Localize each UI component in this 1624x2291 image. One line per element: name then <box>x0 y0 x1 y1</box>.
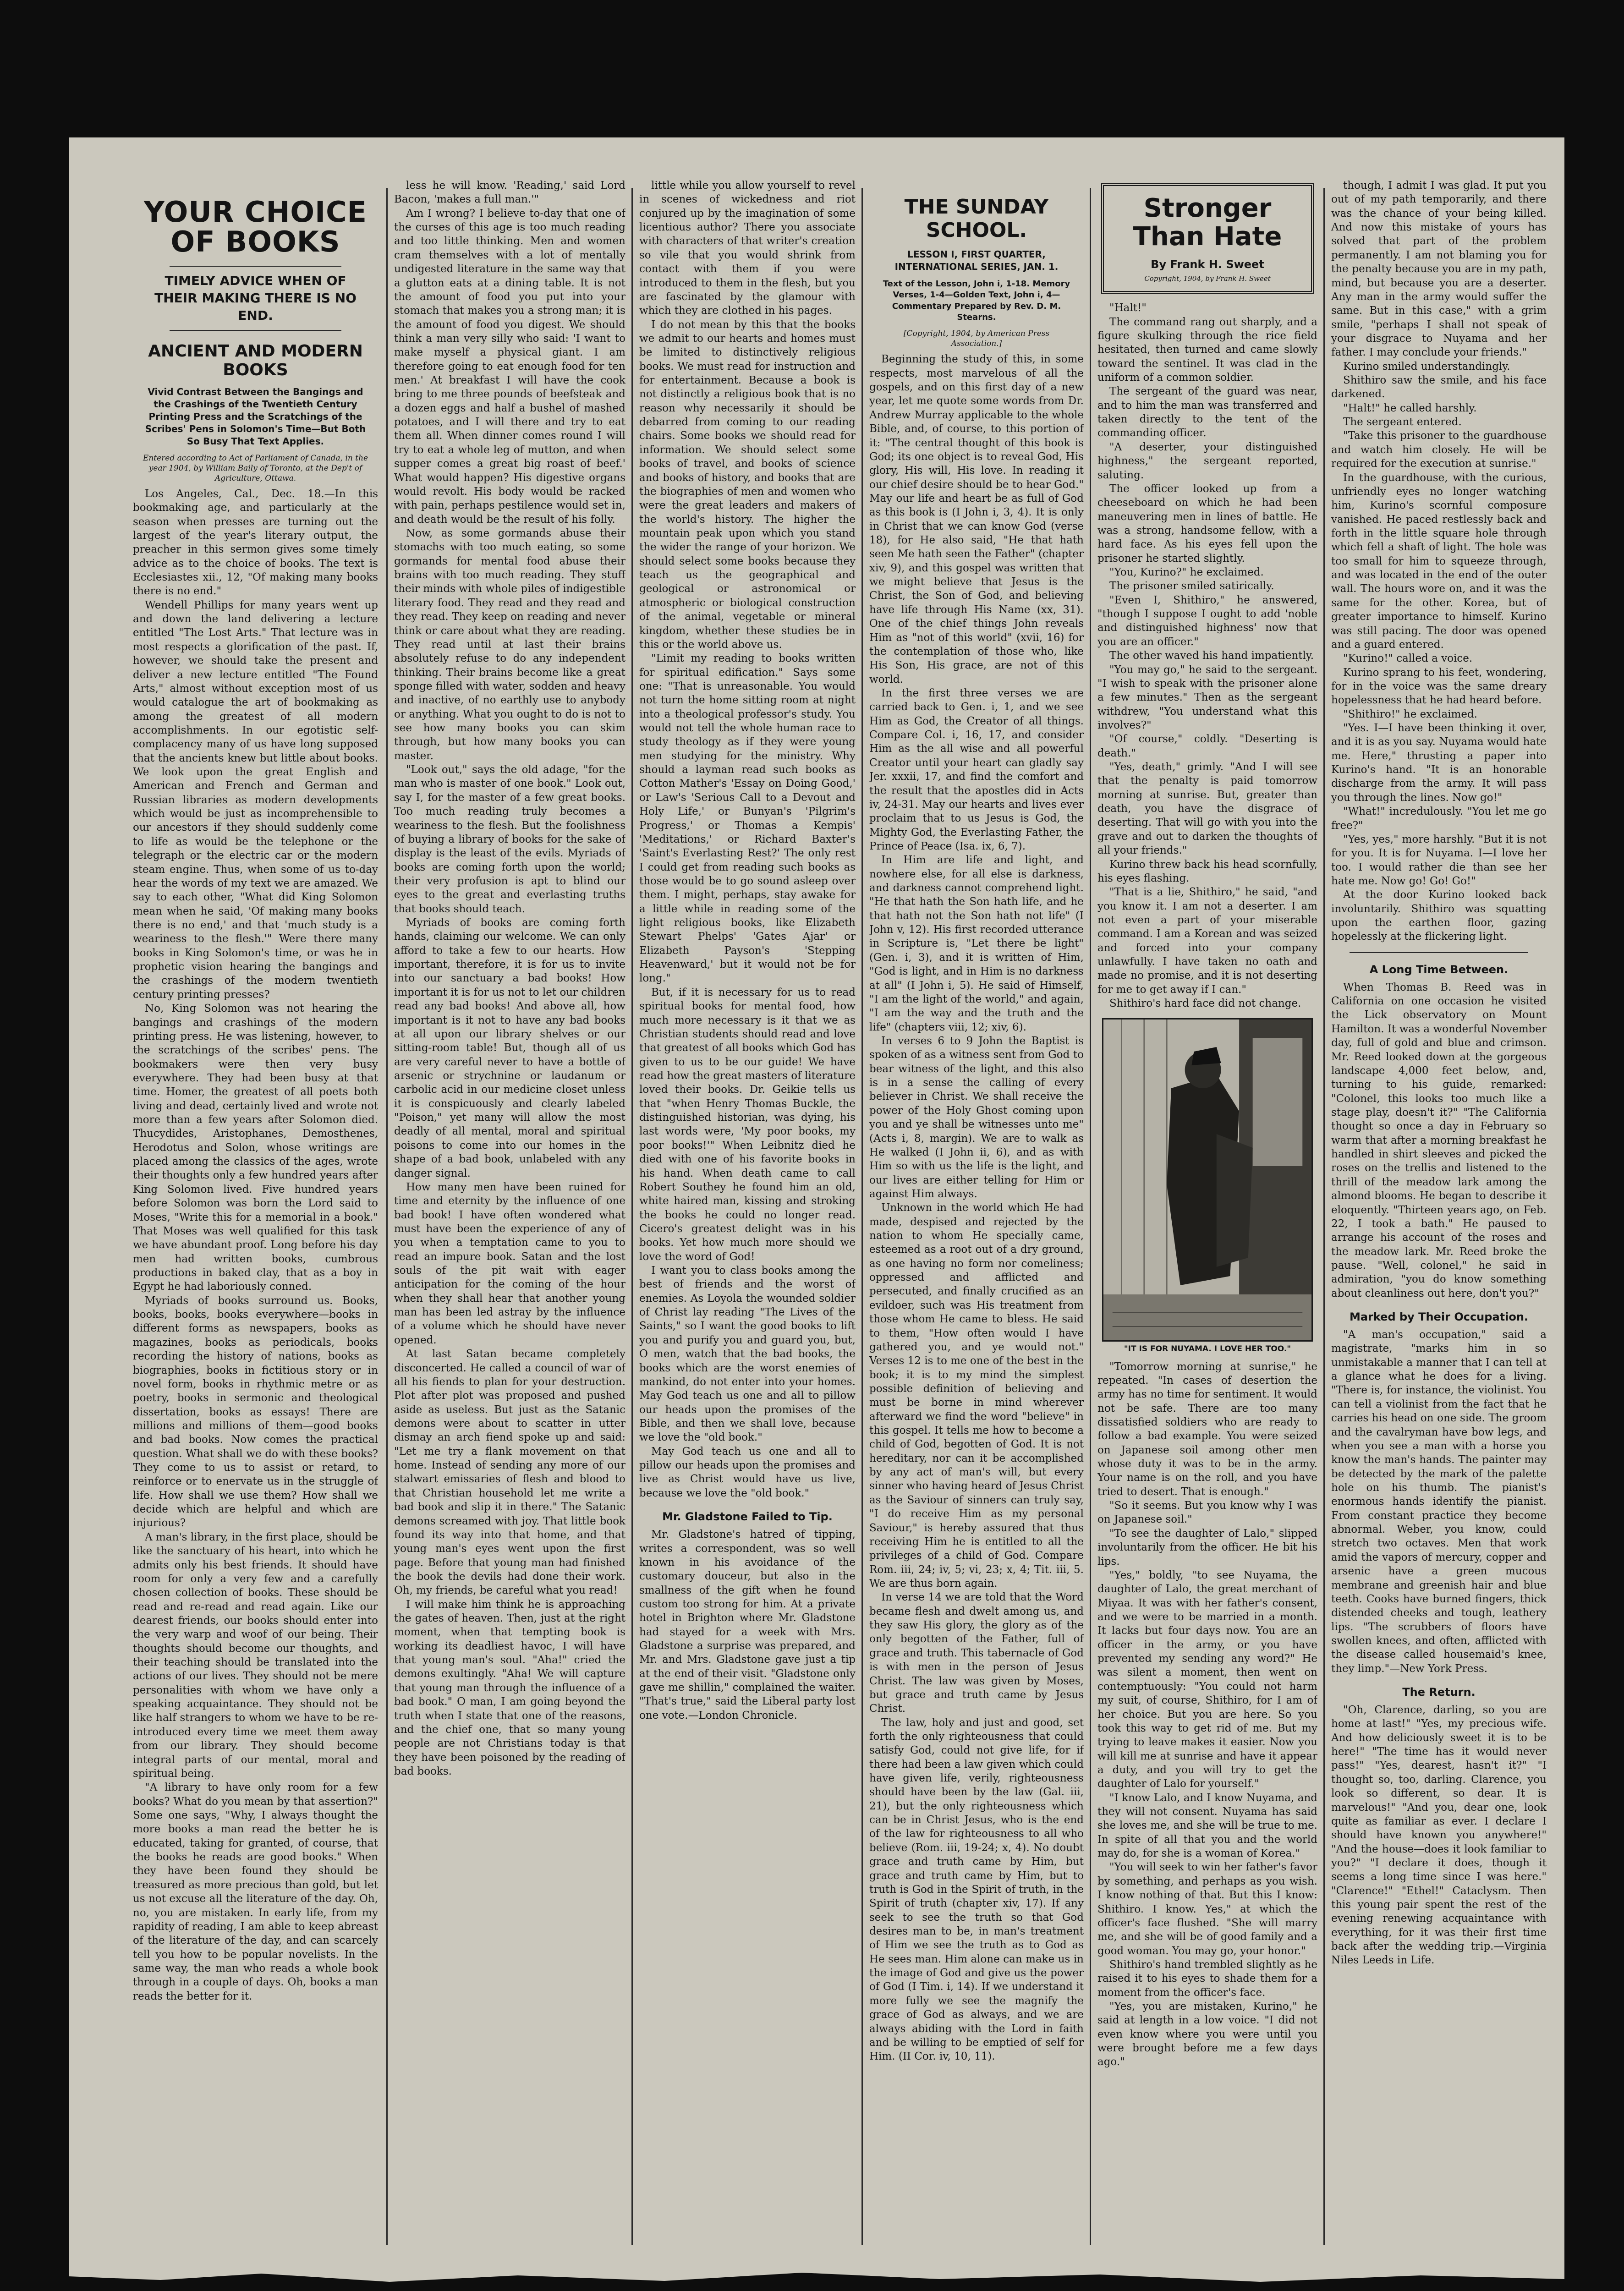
paragraph: "Tomorrow morning at sunrise," he repeated. "In cases of desertion the army has no time for sentiment. It would not be safe. There are too many dissatisfied soldiers who are ready to follow a bad example. You were seized on Japanese soil among other men whose duty it was to be in the army. Your name is on the roll, and you have tried to desert. That is enough." <box>1097 1360 1317 1498</box>
paragraph: Beginning the study of this, in some respects, most marvelous of all the gospels, and on this first day of a new year, let me quote some words from Dr. Andrew Murray applicable to the whole Bible, and, of course, to this portion of it: "The central thought of this book is God; its one object is to reveal God, His glory, His will, His love. In reading it our chief desire should be to hear God." May our life and heart be as full of God as this book is (I John i, 3, 4). It is only in Christ that we can know God (verse 18), for He also said, "He that hath seen Me hath seen the Father" (chapter xiv, 9), and this gospel was written that we might believe that Jesus is the Christ, the Son of God, and believing have life through His Name (xx, 31). One of the chief things John reveals Him as "not of this world" (xvii, 16) for the contemplation of those who, like His Son, His grace, are not of this world. <box>869 353 1084 685</box>
paragraph: The sergeant of the guard was near, and to him the man was transferred and taken directly to the tent of the commanding officer. <box>1097 385 1317 439</box>
paragraph: "Of course," coldly. "Deserting is death." <box>1097 733 1317 759</box>
paragraph: The prisoner smiled satirically. <box>1109 580 1274 592</box>
item-headline: Marked by Their Occupation. <box>1349 1310 1529 1324</box>
paragraph: In the first three verses we are carried back to Gen. i, 1, and we see Him as God, the Creator of all things. Compare Col. i, 16, 17, and consider Him as the all wise and all powerful Creator until your heart can gladly say Jer. xxxii, 17, and find the comfort and the result that the apostles did in Acts iv, 24-31. May our hearts and lives ever proclaim that to us Jesus is God, the Mighty God, the Everlasting Father, the Prince of Peace (Isa. ix, 6, 7). <box>869 687 1084 852</box>
column-1 <box>133 179 378 2254</box>
paragraph: The command rang out sharply, and a figure skulking through the rice field hesitated, then turned and came slowly toward the sentinel. It was clad in the uniform of a common soldier. <box>1097 316 1317 384</box>
column-6 <box>1331 179 1547 2254</box>
column-3 <box>639 179 856 2254</box>
illustration-caption: "IT IS FOR NUYAMA. I LOVE HER TOO." <box>1124 1344 1291 1354</box>
paragraph: "Yes, death," grimly. "And I will see that the penalty is paid tomorrow morning at sunrise. But, greater than death, you have the disgrace of deserting. That will go with you into the grave and out to darken the thoughts of all your friends." <box>1097 761 1317 857</box>
paragraph: "You may go," he said to the sergeant. "I wish to speak with the prisoner alone a few minutes." Then as the sergeant withdrew, "You understand what this involves?" <box>1097 663 1317 731</box>
column-4 <box>869 179 1084 2254</box>
column-rule <box>861 188 863 2245</box>
paragraph: Mr. Gladstone's hatred of tipping, writes a correspondent, was so well known in his avoidance of the customary douceur, but also in the smallness of the gift when he found custom too strong for him. At a private hotel in Brighton where Mr. Gladstone had stayed for a week with Mrs. Gladstone a surprise was prepared, and Mr. and Mrs. Gladstone gave just a tip at the end of their visit. "Gladstone only gave me shillin," complained the waiter. "That's true," said the Liberal party lost one vote.—London Chronicle. <box>639 1529 856 1721</box>
paragraph: "Even I, Shithiro," he answered, "though I suppose I ought to add 'noble and distinguished highness' now that you are an officer." <box>1097 594 1317 648</box>
paragraph: I do not mean by this that the books we admit to our hearts and homes must be limited to distinctively religious books. We must read for instruction and for entertainment. Because a book is not distinctly a religious book that is no reason why necessarily it should be debarred from coming to our reading chairs. Some books we should read for information. We should select some books of travel, and books of science and books of history, and books that are the biographies of men and women who were the great leaders and makers of the world's history. The higher the mountain peak upon which you stand the wider the range of your horizon. We should select some books because they teach us the geographical and geological or astronomical or atmospheric or biological construction of the animal, vegetable or mineral kingdom, whether these studies be in this or the world above us. <box>639 318 856 651</box>
paragraph: "You, Kurino?" he exclaimed. <box>1109 566 1264 579</box>
paragraph: How many men have been ruined for time and eternity by the influence of one bad book! I have often wondered what must have been the experience of any of you when a temptation came to you to read an impure book. Satan and the lost souls of the pit wait with eager anticipation for the coming of the hour when they shall hear that another young man has been led astray by the influence of a volume which he should have never opened. <box>394 1181 625 1346</box>
column-5 <box>1097 179 1317 2254</box>
paragraph: "A library to have only room for a few books? What do you mean by that assertion?" Some one says, "Why, I always thought the more books a man read the better he is educated, taking for granted, of course, that the books he reads are good books." When they have been found they should be treasured as more precious than gold, but let us not excuse all the literature of the day. Oh, no, you are mistaken. In early life, from my rapidity of reading, I am able to keep abreast of the literature of the day, and can scarcely tell you how to be popular novelists. In the same way, the man who reads a whole book through in a couple of days. Oh, books a man reads the better for it. <box>133 1781 378 2002</box>
paragraph: I will make him think he is approaching the gates of heaven. Then, just at the right moment, when that tempting book is working its deadliest havoc, I will have that young man's soul. "Aha!" cried the demons exultingly. "Aha! We will capture that young man through the influence of a bad book." O man, I am going beyond the truth when I state that one of the reasons, and the chief one, that so many young people are not Christians today is that they have been poisoned by the reading of bad books. <box>394 1598 625 1777</box>
paragraph: "So it seems. But you know why I was on Japanese soil." <box>1097 1500 1317 1526</box>
article-deck: TIMELY ADVICE WHEN OF THEIR MAKING THERE IS NO END. <box>154 273 357 323</box>
article-summary: Vivid Contrast Between the Bangings and the Crashings of the Twentieth Century Printing Press and the Scratchings of the Scribes' Pens in Solomon's Time—But Both So Busy That Text Applies. <box>145 386 366 447</box>
paragraph: May God teach us one and all to pillow our heads upon the promises and live as Christ would have us live, because we love the "old book." <box>639 1445 856 1499</box>
column-rule <box>1323 188 1325 2245</box>
story-title: Stronger Than Hate <box>1133 193 1282 252</box>
copyright-notice: Entered according to Act of Parliament of Canada, in the year 1904, by William Baily of Toronto, at the Dep't of Agriculture, Ottawa. <box>143 453 368 483</box>
torn-edge <box>69 2268 1564 2291</box>
story-byline: By Frank H. Sweet <box>1151 258 1264 271</box>
paragraph: less he will know. 'Reading,' said Lord Bacon, 'makes a full man.'" <box>394 180 625 206</box>
newspaper-page <box>69 137 1564 2291</box>
column-2 <box>394 179 625 2254</box>
paragraph: Shithiro saw the smile, and his face darkened. <box>1331 374 1547 400</box>
paragraph: Now, as some gormands abuse their stomachs with too much eating, so some gormands for mental food abuse their brains with too much reading. They stuff their minds with whole piles of indigestible literary food. They read and they read and they read. They keep on reading and never think or care about what they are reading. They read until at last their brains absolutely refuse to do any independent thinking. Their brains become like a great sponge filled with water, sodden and heavy and inactive, of no earthly use to anybody or anything. What you ought to do is not to see how many books you can skim through, but how many books you can master. <box>394 527 625 762</box>
paragraph: The law, holy and just and good, set forth the only righteousness that could satisfy God, could not give life, for if there had been a law given which could have given life, verily, righteousness should have been by the law (Gal. iii, 21), but the only righteousness which can be in Christ Jesus, who is the end of the law for righteousness to all who believe (Rom. iii, 19-24; x, 4). No doubt grace and truth came by Him, but grace and truth came by Him, but to truth is God in the Spirit of truth, in the Spirit of truth (chapter xiv, 17). If any seek to see the truth so that God desires man to be, in man's treatment of Him we see the truth as to God as He sees man. Him alone can make us in the image of God and give us the power of God (I Tim. i, 14). If we understand it more fully we see the magnify the grace of God as always, and we are always abiding with the Lord in faith and be willing to be emptied of self for Him. (II Cor. iv, 10, 11). <box>869 1716 1084 2063</box>
paragraph: Kurino threw back his head scornfully, his eyes flashing. <box>1097 858 1317 884</box>
copyright-notice: Copyright, 1904, by Frank H. Sweet <box>1144 274 1271 283</box>
paragraph: Shithiro's hard face did not change. <box>1109 998 1301 1010</box>
paragraph: The officer looked up from a cheeseboard on which he had been maneuvering men in lines of battle. He was a strong, handsome fellow, with a hard face. As his eyes fell upon the prisoner he started slightly. <box>1097 482 1317 565</box>
paragraph: though, I admit I was glad. It put you out of my path temporarily, and there was the chance of your being killed. And now this mistake of yours has solved that part of the problem permanently. I am not blaming you for the penalty because you are in my path, mind, but because you are a deserter. Any man in the army would suffer the same. But in this case," with a grim smile, "perhaps I shall not speak of your disgrace to Nuyama and her father. I may conclude your friends." <box>1331 180 1547 359</box>
paragraph: "I know Lalo, and I know Nuyama, and they will not consent. Nuyama has said she loves me, and she will be true to me. In spite of all that you and the world may do, for she is a woman of Korea." <box>1097 1792 1317 1860</box>
paragraph: "Limit my reading to books written for spiritual edification." Says some one: "That is unreasonable. You would not turn the home sitting room at night into a theological professor's study. You would not tell the whole human race to study theology as if they were young men studying for the ministry. Why should a layman read such books as Cotton Mather's 'Essay on Doing Good,' or Law's 'Serious Call to a Devout and Holy Life,' or Bunyan's 'Pilgrim's Progress,' or Thomas a Kempis' 'Meditations,' or Richard Baxter's 'Saint's Everlasting Rest?' The only rest I could get from reading such books as those would be to go sound asleep over them. I might, perhaps, stay awake for a little while in reading some of the light religious books, like Elizabeth Stewart Phelps' 'Gates Ajar' or Elizabeth Payson's 'Stepping Heavenward,' but it would not be for long." <box>639 652 856 985</box>
divider <box>170 266 341 267</box>
paragraph: In the guardhouse, with the curious, unfriendly eyes no longer watching him, Kurino's scornful composure vanished. He paced restlessly back and forth in the little square hole through which fell a shaft of light. The hole was too small for him to squeeze through, and was located in the end of the outer wall. The hours wore on, and it was the same for the other. Korea, but of greater importance to himself. Kurino was still pacing. The door was opened and a guard entered. <box>1331 471 1547 651</box>
paragraph: "A deserter, your distinguished highness," the sergeant reported, saluting. <box>1097 441 1317 481</box>
column-rule <box>1090 188 1091 2245</box>
paragraph: "Yes, you are mistaken, Kurino," he said at length in a low voice. "I did not even know where you were until you were brought before me a few days ago." <box>1097 2001 1317 2068</box>
paragraph: "That is a lie, Shithiro," he said, "and you know it. I am not a deserter. I am not even a part of your miserable command. I am a Korean and was seized and forced into your company unlawfully. I have taken no oath and made no promise, and it is not deserting for me to get away if I can." <box>1097 886 1317 996</box>
paragraph: Shithiro's hand trembled slightly as he raised it to his eyes to shade them for a moment from the officer's face. <box>1097 1958 1317 1999</box>
paragraph: little while you allow yourself to revel in scenes of wickedness and riot conjured up by the imagination of some licentious author? There you associate with characters of that writer's creation so vile that you would shrink from contact with them if you were introduced to them in the flesh, but you are fascinated by the glamour with which they are clothed in his pages. <box>639 180 856 317</box>
paragraph: "Yes," boldly, "to see Nuyama, the daughter of Lalo, the great merchant of Miyaa. It was with her father's consent, and we were to be married in a month. It lacks but four days now. You are an officer in the army, or you have prevented my sending any word?" He was silent a moment, then went on contemptuously: "You could not harm my suit, of course, Shithiro, for I am of her choice. But you are here. So you took this way to get rid of me. But my trying to leave makes it easier. Now you will kill me at sunrise and have it appear a duty, and you will try to get the daughter of Lalo for yourself." <box>1097 1569 1317 1790</box>
divider <box>170 330 341 331</box>
paragraph: "Kurino!" called a voice. <box>1343 652 1473 665</box>
paragraph: Myriads of books surround us. Books, books, books, books everywhere—books in different forms as newspapers, books as magazines, books as periodicals, books recording the history of nations, books as biographies, books in fictitious story or in novel form, books in rhythmic metre or as poetry, books in sermonic and theological dissertation, books as essays! There are millions and millions of them—good books and bad books. Now comes the practical question. What shall we do with these books? They come to us to assist or retard, to reinforce or to enervate us in the struggle of life. How shall we use them? How shall we decide which are helpful and which are injurious? <box>133 1294 378 1529</box>
paragraph: A man's library, in the first place, should be like the sanctuary of his heart, into which he admits only his best friends. It should have room for only a very few and a carefully chosen collection of books. These should be read and re-read and read again. Like our dearest friends, our books should enter into the very warp and woof of our being. Their thoughts should become our thoughts, and their teaching should be translated into the actions of our lives. They should not be mere personalities with whom we have only a speaking acquaintance. They should not be like half strangers to whom we have to be re-introduced every time we meet them away from our library. They should become integral parts of our mental, moral and spiritual being. <box>133 1531 378 1780</box>
paragraph: At last Satan became completely disconcerted. He called a council of war of all his fiends to plan for your destruction. Plot after plot was proposed and pushed aside as useless. But just as the Satanic demons were about to scatter in utter dismay an arch fiend spoke up and said: "Let me try a flank movement on that home. Instead of sending any more of our stalwart emissaries of flesh and blood to that Christian household let me write a bad book and slip it in there." The Satanic demons screamed with joy. That little book found its way into that home, and that young man's eyes went upon the first page. Before that young man had finished the book the devils had done their work. Oh, my friends, be careful what you read! <box>394 1348 625 1597</box>
paragraph: Kurino smiled understandingly. <box>1343 360 1510 373</box>
column-rule <box>386 188 388 2245</box>
section-headline: THE SUNDAY SCHOOL. <box>904 195 1049 242</box>
item-headline: A Long Time Between. <box>1369 963 1509 976</box>
copyright-notice: [Copyright, 1904, by American Press Association.] <box>903 329 1050 349</box>
paragraph: "Oh, Clarence, darling, so you are home at last!" "Yes, my precious wife. And how deliciously sweet it is to be here!" "The time has it would never pass!" "Yes, dearest, hasn't it?" "I thought so, too, darling. Clarence, you look so different, so dear. It is marvelous!" "And you, dear one, look quite as familiar as ever. I declare I should have known you anywhere!" "And the house—does it look familiar to you?" "I declare it does, though it seems a long time since I was here." "Clarence!" "Ethel!" Cataclysm. Then this young pair spent the rest of the evening renewing acquaintance with everything, for it was their first time back after the wedding trip.—Virginia Niles Leeds in Life. <box>1331 1704 1547 1967</box>
paragraph: In verse 14 we are told that the Word became flesh and dwelt among us, and they saw His glory, the glory as of the only begotten of the Father, full of grace and truth. This tabernacle of God is with men in the person of Jesus Christ. The law was given by Moses, but grace and truth came by Jesus Christ. <box>869 1591 1084 1715</box>
paragraph: "A man's occupation," said a magistrate, "marks him in so unmistakable a manner that I can tell at a glance what he does for a living. "There is, for instance, the violinist. You can tell a violinist from the fact that he carries his head on one side. The groom and the cavalryman have bow legs, and when you see a man with a horse you know the man's hands. The painter may be detected by the mark of the palette hole on his thumb. The pianist's enormous hands identify the pianist. From constant practice they become abnormal. Weber, you know, could stretch two octaves. Men that work amid the vapors of mercury, copper and arsenic have a green mucous membrane and greenish hair and blue teeth. Cooks have burned fingers, thick distended cheeks and tough, leathery lips. "The scrubbers of floors have swollen knees, and often, afflicted with the disease called housemaid's knee, they limp."—New York Press. <box>1331 1329 1547 1675</box>
paragraph: Myriads of books are coming forth hands, claiming our welcome. We can only afford to take a few to our hearts. How important, therefore, it is for us to invite into our sanctuary a bad books! How important it is for us not to let our children read any bad books! And above all, how important is it not to have any bad books at all upon our library shelves or our sitting-room table! But, though all of us are very careful never to have a bottle of arsenic or strychnine or laudanum or carbolic acid in our medicine closet unless it is conspicuously and clearly labeled "Poison," yet many will allow the most deadly of all mental, moral and spiritual poisons to come into our homes in the shape of a bad book, unlabeled with any danger signal. <box>394 917 625 1179</box>
paragraph: "What!" incredulously. "You let me go free?" <box>1331 806 1547 832</box>
column-rule <box>631 188 633 2245</box>
paragraph: "Yes, yes," more harshly. "But it is not for you. It is for Nuyama. I—I love her too. I would rather die than see her hate me. Now go! Go! Go!" <box>1331 833 1547 887</box>
article-headline: YOUR CHOICE OF BOOKS <box>143 195 368 259</box>
story-title-box <box>1101 183 1314 294</box>
paragraph: "To see the daughter of Lalo," slipped involuntarily from the officer. He bit his lips. <box>1097 1527 1317 1568</box>
paragraph: When Thomas B. Reed was in California on one occasion he visited the Lick observatory on Mount Hamilton. It was a wonderful November day, full of gold and blue and crimson. Mr. Reed looked down at the gorgeous landscape 4,000 feet below, and, turning to his guide, remarked: "Colonel, this looks too much like a stage play, doesn't it?" "The California thought so once a day in February so warm that after a morning breakfast he handled in shirt sleeves and picked the roses on the trellis and listened to the thrill of the meadow lark among the almond blooms. He began to describe it eloquently. "Thirteen years ago, on Feb. 22, I took a bath." He paused to arrange his account of the roses and the meadow lark. Mr. Reed broke the pause. "Well, colonel," he said in admiration, "you do know something about cleanliness out here, don't you?" <box>1331 981 1547 1299</box>
paragraph: "You will seek to win her father's favor by something, and perhaps as you wish. I know nothing of that. But this I know: Shithiro. I know. Yes," at which the officer's face flushed. "She will marry me, and she will be of good family and a good woman. You may go, your honor." <box>1097 1861 1317 1957</box>
lesson-text-note: Text of the Lesson, John i, 1-18. Memory Verses, 1-4—Golden Text, John i, 4—Commentary Prepared by Rev. D. M. Stearns. <box>883 279 1070 322</box>
item-headline: Mr. Gladstone Failed to Tip. <box>662 1510 833 1524</box>
paragraph: The sergeant entered. <box>1343 416 1462 428</box>
story-illustration <box>1102 1018 1313 1342</box>
paragraph: "Take this prisoner to the guardhouse and watch him closely. He will be required for the execution at sunrise." <box>1331 430 1547 470</box>
paragraph: In verses 6 to 9 John the Baptist is spoken of as a witness sent from God to bear witness of the light, and this also is in a sense the calling of every believer in Christ. We shall receive the power of the Holy Ghost coming upon you and ye shall be witnesses unto me" (Acts i, 8, margin). We are to walk as He walked (I John ii, 6), and as with Him so with us the life is the light, and our lives are either telling for Him or against Him always. <box>869 1035 1084 1200</box>
paragraph: At the door Kurino looked back involuntarily. Shithiro was squatting upon the earthen floor, gazing hopelessly at the flickering light. <box>1331 889 1547 943</box>
paragraph: Kurino sprang to his feet, wondering, for in the voice was the same dreary hopelessness that he had heard before. <box>1331 666 1547 707</box>
paragraph: In Him are life and light, and nowhere else, for all else is darkness, and darkness cannot comprehend light. "He that hath the Son hath life, and he that hath not the Son hath not life" (I John v, 12). His first recorded utterance in Scripture is, "Let there be light" (Gen. i, 3), and it is written of Him, "God is light, and in Him is no darkness at all" (I John i, 5). He said of Himself, "I am the light of the world," and again, "I am the way and the truth and the life" (chapters viii, 12; xiv, 6). <box>869 854 1084 1033</box>
paragraph: No, King Solomon was not hearing the bangings and crashings of the modern printing press. He was listening, however, to the scratchings of the scribes' pens. The bookmakers were then very busy everywhere. They had been busy at that time. Homer, the greatest of all poets both living and dead, certainly lived and wrote not more than a few years after Solomon died. Thucydides, Aristophanes, Demosthenes, Herodotus and Solon, whose writings are placed among the classics of the ages, wrote their thoughts only a few hundred years after King Solomon lived. Five hundred years before Solomon was born the Lord said to Moses, "Write this for a memorial in a book." That Moses was well qualified for this task we have abundant proof. Long before his day men had written books, cumbrous productions in baked clay, that as a boy in Egypt he had laboriously conned. <box>133 1003 378 1293</box>
divider <box>1350 952 1528 953</box>
article-subheadline: ANCIENT AND MODERN BOOKS <box>148 341 363 379</box>
paragraph: The other waved his hand impatiently. <box>1109 650 1314 662</box>
paragraph: "Halt!" he called harshly. <box>1343 402 1477 414</box>
paragraph: Unknown in the world which He had made, despised and rejected by the nation to whom He specially came, esteemed as a root out of a dry ground, as one having no form nor comeliness; oppressed and afflicted and persecuted, and finally crucified as an evildoer, such was His treatment from those whom He came to bless. He said to them, "How often would I have gathered you, and ye would not." Verses 12 is to me one of the best in the book; it is to my mind the simplest possible definition of believing and must be borne in mind wherever afterward we find the word "believe" in this gospel. It tells me how to become a child of God, begotten of God. It is not hereditary, nor can it be accomplished by any act of man's will, but every sinner who having heard of Jesus Christ as the Saviour of sinners can truly say, "I do receive Him as my personal Saviour," is hereby assured that thus receiving Him he is entitled to all the privileges of a child of God. Compare Rom. iii, 24; iv, 5; vi, 23; x, 4; Tit. iii, 5. We are thus born again. <box>869 1202 1084 1589</box>
item-headline: The Return. <box>1402 1686 1476 1699</box>
paragraph: But, if it is necessary for us to read spiritual books for mental food, how much more necessary is it that we as Christian students should read and love that greatest of all books which God has given to us to be our guide! We have read how the great masters of literature loved their books. Dr. Geikie tells us that "when Henry Thomas Buckle, the distinguished historian, was dying, his last words were, 'My poor books, my poor books!'" When Leibnitz died he died with one of his favorite books in his hand. When death came to call Robert Southey he found him an old, white haired man, kissing and stroking the books he could no longer read. Cicero's greatest delight was in his books. Yet how much more should we love the word of God! <box>639 986 856 1263</box>
illustration-drawing <box>1103 1019 1311 1340</box>
paragraph: "Yes. I—I have been thinking it over, and it is as you say. Nuyama would hate me. Here," thrusting a paper into Kurino's hand. "It is an honorable discharge from the army. It will pass you through the lines. Now go!" <box>1331 722 1547 804</box>
paragraph: Los Angeles, Cal., Dec. 18.—In this bookmaking age, and particularly at the season when presses are turning out the largest of the year's literary output, the preacher in this sermon gives some timely advice as to the choice of books. The text is Ecclesiastes xii., 12, "Of making many books there is no end." <box>133 488 378 597</box>
paragraph: Am I wrong? I believe to-day that one of the curses of this age is too much reading and too little thinking. Men and women cram themselves with a lot of mentally undigested literature in the same way that a glutton eats at a dining table. It is not the amount of food you put into your stomach that makes you a strong man; it is the amount of food you digest. We should think a man very silly who said: 'I want to make myself a physical giant. I am therefore going to eat enough food for ten men.' At breakfast I will have the cook bring to me three pounds of beefsteak and a dozen eggs and half a bushel of mashed potatoes, and I will there and try to eat them all. When dinner comes round I will try to eat a whole leg of mutton, and when supper comes a great big roast of beef.' What would happen? His digestive organs would revolt. His body would be racked with pain, perhaps pestilence would set in, and death would be the result of his folly. <box>394 207 625 526</box>
paragraph: I want you to class books among the best of friends and the worst of enemies. As Loyola the wounded soldier of Christ lay reading "The Lives of the Saints," so I want the good books to lift you and purify you and guard you, but, O men, watch that the bad books, the books which are the worst enemies of mankind, do not enter into your homes. May God teach us one and all to pillow our heads upon the promises of the Bible, and then we shall love, because we love the "old book." <box>639 1265 856 1444</box>
lesson-deck: LESSON I, FIRST QUARTER, INTERNATIONAL SERIES, JAN. 1. <box>894 249 1059 272</box>
paragraph: "Look out," says the old adage, "for the man who is master of one book." Look out, say I, for the master of a few great books. Too much reading truly becomes a weariness to the flesh. But the foolishness of buying a library of books for the sake of display is the least of the evils. Myriads of books are coming forth upon the world; their very profusion is apt to blind our eyes to the great and everlasting truths that books should teach. <box>394 764 625 915</box>
paragraph: Wendell Phillips for many years went up and down the land delivering a lecture entitled "The Lost Arts." That lecture was in most respects a glorification of the past. If, however, we should take the present and deliver a new lecture entitled "The Found Arts," almost without exception most of us would catalogue the art of bookmaking as among the greatest of all modern accomplishments. In our egotistic self-complacency many of us have long supposed that the ancients knew but little about books. We look upon the great English and American and French and German and Russian libraries as modern developments which would be just as incomprehensible to our ancestors if they should suddenly come to life as would be the telephone or the telegraph or the electric car or the modern steam engine. Thus, when some of us to-day hear the words of my text we are amazed. We say to each other, "What did King Solomon mean when he said, 'Of making many books there is no end,' and that 'much study is a weariness to the flesh.'" Were there many books in King Solomon's time, or was he in prophetic vision hearing the bangings and the crashings of the modern twentieth century printing presses? <box>133 599 378 1001</box>
paragraph: "Halt!" <box>1109 302 1147 314</box>
paragraph: "Shithiro!" he exclaimed. <box>1343 708 1477 720</box>
